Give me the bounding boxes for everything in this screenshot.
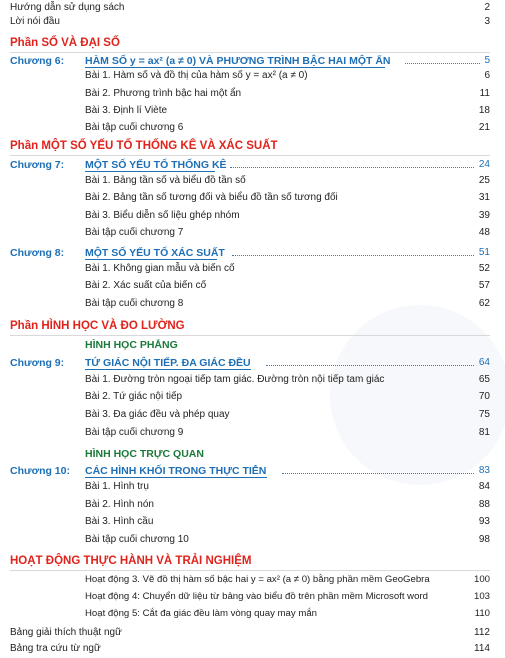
lesson-entry[interactable]: [85, 532, 490, 548]
lesson-text: Bài tập cuối chương 6: [85, 122, 184, 133]
activity-entry[interactable]: [85, 606, 490, 622]
toc-entry-page: 2: [484, 2, 490, 13]
chapter-underline: [85, 477, 267, 478]
toc-entry-page: 3: [484, 16, 490, 27]
lesson-entry[interactable]: [85, 173, 490, 189]
part-prefix: Phần: [10, 320, 39, 332]
lesson-page: 21: [478, 122, 490, 133]
chapter-page: 64: [478, 357, 490, 368]
lesson-page: 88: [478, 499, 490, 510]
part-title: SỐ VÀ ĐẠI SỐ: [41, 37, 120, 49]
chapter-page: 83: [478, 465, 490, 476]
lesson-page: 81: [478, 427, 490, 438]
lesson-page: 93: [478, 516, 490, 527]
lesson-entry[interactable]: [85, 120, 490, 136]
lesson-entry[interactable]: [85, 425, 490, 441]
lesson-page: 57: [478, 280, 490, 291]
subsection-title: HÌNH HỌC TRỰC QUAN: [85, 448, 204, 460]
chapter-title: TỨ GIÁC NỘI TIẾP. ĐA GIÁC ĐỀU: [85, 357, 251, 369]
lesson-entry[interactable]: [85, 261, 490, 277]
leader-dots: [232, 255, 474, 256]
lesson-page: 62: [478, 298, 490, 309]
chapter-page: 51: [478, 247, 490, 258]
lesson-text: Bài 2. Hình nón: [85, 499, 154, 510]
subsection-plane-geometry: [85, 337, 385, 353]
activity-page: 103: [473, 591, 490, 602]
lesson-page: 48: [478, 227, 490, 238]
chapter-page: 5: [484, 55, 490, 66]
chapter-title: CÁC HÌNH KHỐI TRONG THỰC TIỄN: [85, 465, 267, 477]
activity-page: 100: [473, 574, 490, 585]
toc-entry-text: Bảng giải thích thuật ngữ: [10, 627, 122, 638]
lesson-text: Bài 1. Hình trụ: [85, 481, 149, 492]
toc-entry-page: 114: [474, 643, 490, 654]
chapter-underline: [85, 259, 217, 260]
chapter-page: 24: [478, 159, 490, 170]
lesson-page: 65: [478, 374, 490, 385]
toc-entry-text: Bảng tra cứu từ ngữ: [10, 643, 101, 654]
activity-entry[interactable]: [85, 589, 490, 605]
chapter-title: MỘT SỐ YẾU TỐ XÁC SUẤT: [85, 247, 225, 259]
subsection-title: HÌNH HỌC PHẲNG: [85, 339, 178, 351]
lesson-entry[interactable]: [85, 479, 490, 495]
part-heading-statistics: [10, 138, 490, 154]
activities-heading: [10, 553, 490, 569]
part-heading-algebra: [10, 35, 490, 51]
lesson-page: 75: [478, 409, 490, 420]
leader-dots: [282, 473, 474, 474]
lesson-text: Bài tập cuối chương 8: [85, 298, 184, 309]
lesson-text: Bài tập cuối chương 9: [85, 427, 184, 438]
lesson-entry[interactable]: [85, 407, 490, 423]
leader-dots: [405, 63, 480, 64]
chapter-title: MỘT SỐ YẾU TỐ THỐNG KÊ: [85, 159, 227, 171]
lesson-entry[interactable]: [85, 372, 490, 388]
lesson-page: 70: [478, 391, 490, 402]
lesson-entry[interactable]: [85, 497, 490, 513]
toc-entry-preface[interactable]: [10, 14, 490, 30]
toc-entry-index[interactable]: [10, 641, 490, 657]
lesson-page: 18: [478, 105, 490, 116]
lesson-entry[interactable]: [85, 68, 490, 84]
lesson-entry[interactable]: [85, 225, 490, 241]
lesson-text: Bài 1. Không gian mẫu và biến cố: [85, 263, 235, 274]
lesson-page: 11: [479, 88, 490, 99]
activity-text: Hoạt động 4: Chuyển dữ liệu từ bảng vào biểu đồ trên phần mềm Microsoft word: [85, 591, 428, 602]
lesson-entry[interactable]: [85, 208, 490, 224]
activities-title: HOẠT ĐỘNG THỰC HÀNH VÀ TRẢI NGHIỆM: [10, 555, 252, 567]
chapter-label: Chương 6:: [10, 55, 65, 67]
divider: [10, 335, 490, 336]
chapter-underline: [85, 171, 215, 172]
part-prefix: Phần: [10, 140, 39, 152]
part-prefix: Phần: [10, 37, 39, 49]
part-title: HÌNH HỌC VÀ ĐO LƯỜNG: [41, 320, 185, 332]
activity-text: Hoạt động 5: Cắt đa giác đều làm vòng quay may mắn: [85, 608, 317, 619]
lesson-entry[interactable]: [85, 278, 490, 294]
divider: [10, 570, 490, 571]
lesson-page: 98: [478, 534, 490, 545]
part-heading-geometry: [10, 318, 490, 334]
lesson-text: Bài 1. Đường tròn ngoại tiếp tam giác. Đường tròn nội tiếp tam giác: [85, 374, 385, 385]
lesson-text: Bài 1. Bảng tần số và biểu đồ tần số: [85, 175, 246, 186]
chapter-label: Chương 9:: [10, 357, 65, 369]
lesson-entry[interactable]: [85, 103, 490, 119]
chapter-label: Chương 8:: [10, 247, 65, 259]
chapter-label: Chương 10:: [10, 465, 70, 477]
chapter-8-entry[interactable]: [10, 245, 490, 261]
lesson-page: 84: [478, 481, 490, 492]
chapter-label: Chương 7:: [10, 159, 65, 171]
lesson-text: Bài tập cuối chương 7: [85, 227, 184, 238]
lesson-page: 52: [478, 263, 490, 274]
chapter-underline: [85, 369, 251, 370]
lesson-text: Bài 3. Đa giác đều và phép quay: [85, 409, 230, 420]
divider: [10, 155, 490, 156]
lesson-entry[interactable]: [85, 296, 490, 312]
activity-text: Hoạt động 3. Vẽ đồ thị hàm số bậc hai y = ax² (a ≠ 0) bằng phần mềm GeoGebra: [85, 574, 430, 585]
activity-page: 110: [474, 608, 490, 619]
lesson-text: Bài 3. Biểu diễn số liệu ghép nhóm: [85, 210, 240, 221]
chapter-title: HÀM SỐ y = ax² (a ≠ 0) VÀ PHƯƠNG TRÌNH BẬC HAI MỘT ẨN: [85, 55, 391, 67]
lesson-text: Bài 3. Định lí Viète: [85, 105, 168, 116]
lesson-page: 39: [478, 210, 490, 221]
lesson-text: Bài 2. Bảng tần số tương đối và biểu đồ tần số tương đối: [85, 192, 338, 203]
lesson-text: Bài 3. Hình cầu: [85, 516, 154, 527]
leader-dots: [266, 365, 474, 366]
lesson-entry[interactable]: [85, 86, 490, 102]
lesson-text: Bài tập cuối chương 10: [85, 534, 189, 545]
toc-entry-text: Lời nói đầu: [10, 16, 60, 27]
lesson-text: Bài 2. Xác suất của biến cố: [85, 280, 207, 291]
lesson-text: Bài 1. Hàm số và đồ thị của hàm số y = ax² (a ≠ 0): [85, 70, 308, 81]
lesson-entry[interactable]: [85, 514, 490, 530]
part-title: MỘT SỐ YẾU TỐ THỐNG KÊ VÀ XÁC SUẤT: [41, 140, 278, 152]
lesson-page: 6: [484, 70, 490, 81]
toc-entry-page: 112: [474, 627, 490, 638]
activity-entry[interactable]: [85, 572, 490, 588]
leader-dots: [230, 167, 474, 168]
lesson-text: Bài 2. Tứ giác nội tiếp: [85, 391, 183, 402]
chapter-7-entry[interactable]: [10, 157, 490, 173]
lesson-entry[interactable]: [85, 389, 490, 405]
lesson-entry[interactable]: [85, 190, 490, 206]
toc-entry-glossary[interactable]: [10, 625, 490, 641]
lesson-text: Bài 2. Phương trình bậc hai một ẩn: [85, 88, 242, 99]
lesson-page: 25: [478, 175, 490, 186]
toc-entry-text: Hướng dẫn sử dụng sách: [10, 2, 125, 13]
subsection-visual-geometry: [85, 446, 385, 462]
lesson-page: 31: [478, 192, 490, 203]
